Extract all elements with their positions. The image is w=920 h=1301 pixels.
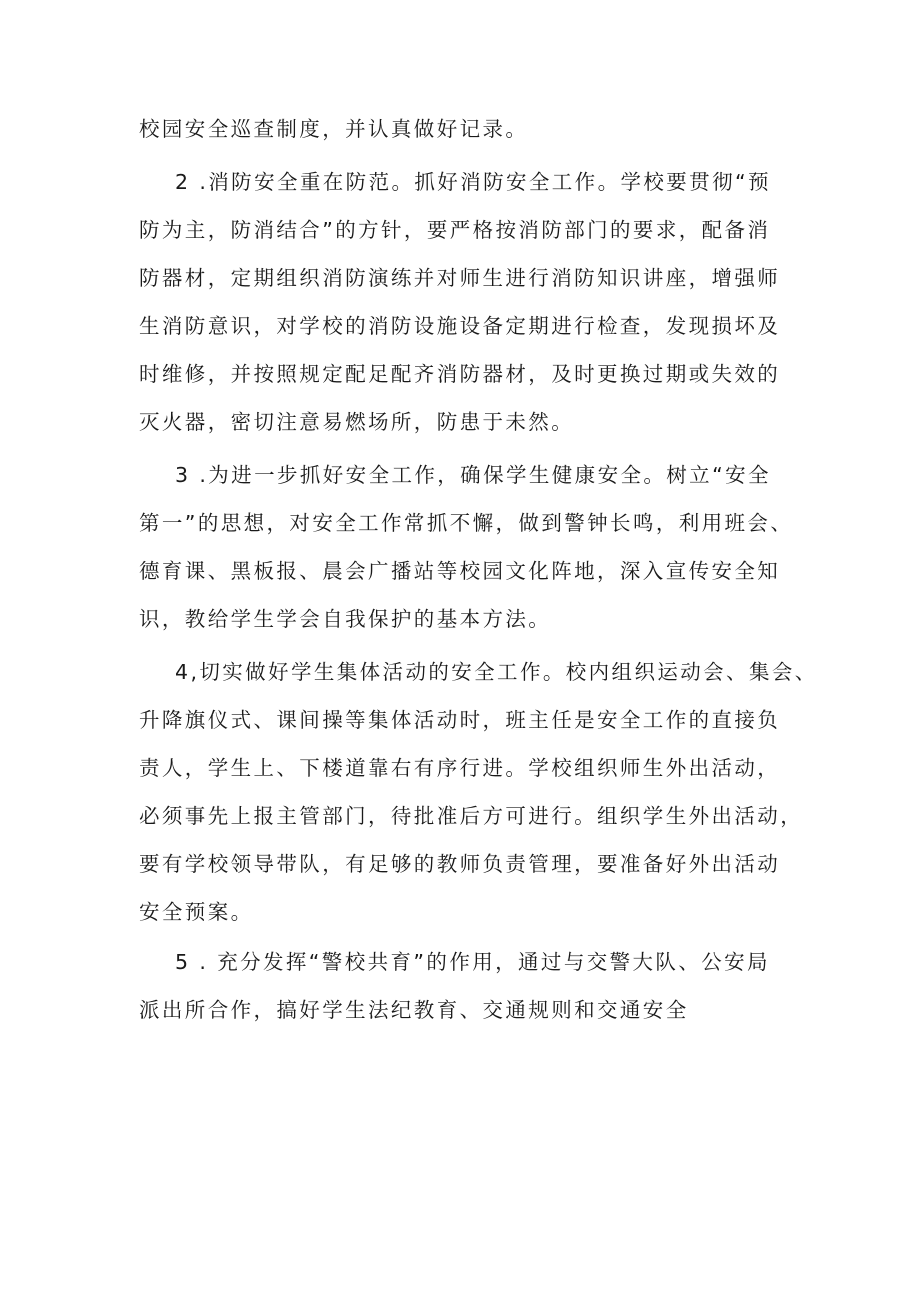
text-line: 识，教给学生学会自我保护的基本方法。 [139,607,552,631]
text-line: 德育课、黑板报、晨会广播站等校园文化阵地，深入宣传安全知 [139,559,781,583]
text-line: 生消防意识，对学校的消防设施设备定期进行检查，发现损坏及 [139,314,781,338]
text-line: 2 .消防安全重在防范。抓好消防安全工作。学校要贯彻“预 [175,170,771,194]
text-line: 时维修，并按照规定配足配齐消防器材，及时更换过期或失效的 [139,362,781,386]
text-line: 3 .为进一步抓好安全工作，确保学生健康安全。树立“安全 [175,463,771,487]
text-line: 派出所合作，搞好学生法纪教育、交通规则和交通安全 [139,998,689,1022]
text-line: 责人，学生上、下楼道靠右有序行进。学校组织师生外出活动， [139,756,781,780]
text-line: 校园安全巡查制度，并认真做好记录。 [139,117,529,141]
text-line: 防为主，防消结合”的方针，要严格按消防部门的要求，配备消 [139,218,771,242]
text-line: 安全预案。 [139,900,254,924]
text-line: 5 . 充分发挥“警校共育”的作用，通过与交警大队、公安局 [175,950,770,974]
text-line: 要有学校领导带队，有足够的教师负责管理，要准备好外出活动 [139,852,781,876]
text-line: 第一”的思想，对安全工作常抓不懈，做到警钟长鸣，利用班会、 [139,511,794,535]
text-line: 升降旗仪式、课间操等集体活动时，班主任是安全工作的直接负 [139,708,781,732]
text-line: 4,切实做好学生集体活动的安全工作。校内组织运动会、集会、 [175,660,818,684]
text-line: 必须事先上报主管部门，待批准后方可进行。组织学生外出活动， [139,804,804,828]
text-line: 灭火器，密切注意易燃场所，防患于未然。 [139,410,575,434]
text-line: 防器材，定期组织消防演练并对师生进行消防知识讲座，增强师 [139,266,781,290]
